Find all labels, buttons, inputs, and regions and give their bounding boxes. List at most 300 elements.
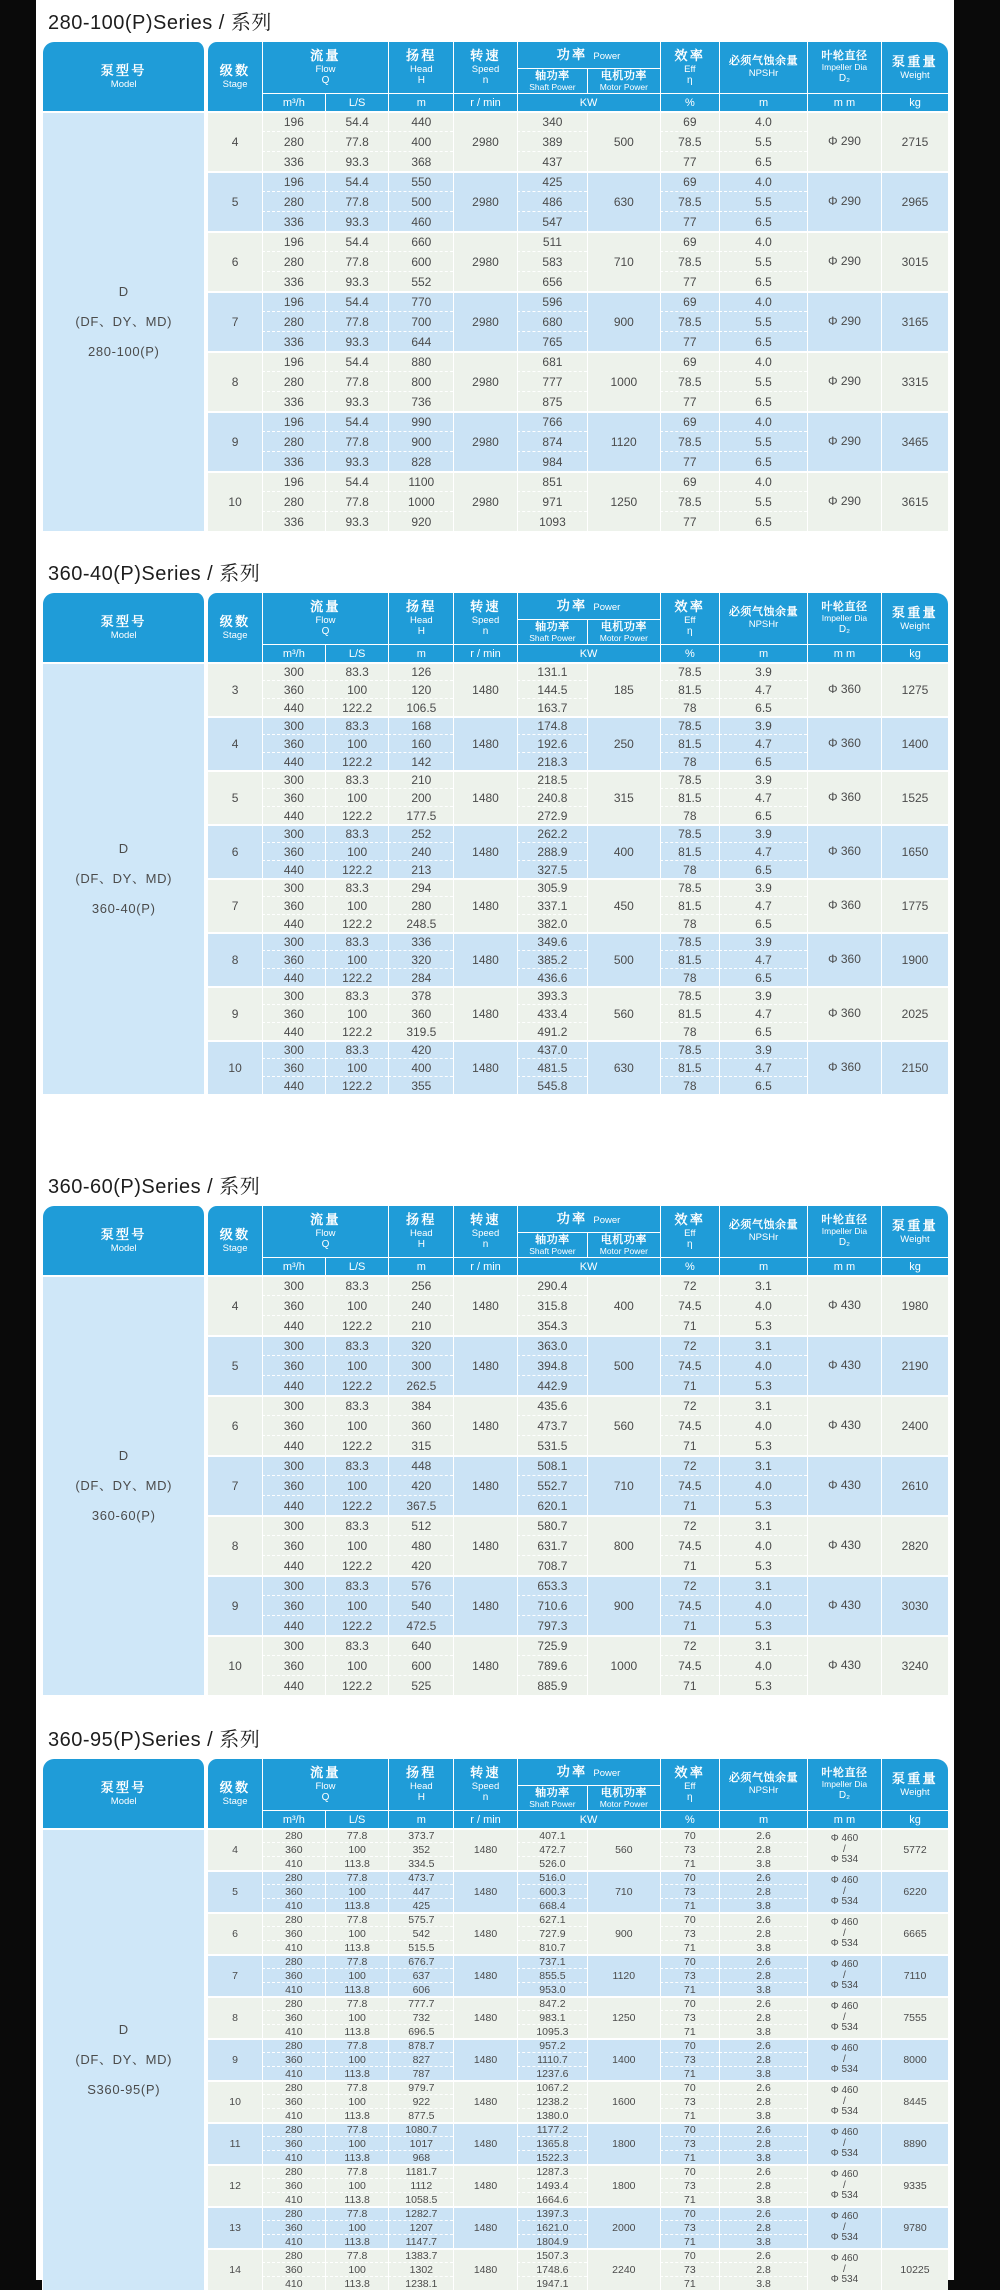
shaft-power-value: 531.5 — [517, 1435, 588, 1455]
npshr-value: 5.3 — [719, 1615, 807, 1635]
q-value: 410 — [262, 2276, 325, 2290]
head-value: 378 — [388, 986, 453, 1004]
impeller-line-1: Φ 430 — [827, 1538, 861, 1553]
model-line-2: (DF、DY、MD) — [75, 1478, 173, 1494]
npshr-value: 5.3 — [719, 1555, 807, 1575]
speed-value: 1480 — [453, 1515, 516, 1575]
ls-value: 122.2 — [325, 968, 388, 986]
impeller-line-1: Φ 360 — [827, 790, 861, 805]
eff-value: 71 — [660, 2192, 720, 2206]
head-value: 900 — [388, 431, 453, 451]
head-value: 177.5 — [388, 806, 453, 824]
weight-value: 2190 — [881, 1335, 948, 1395]
ls-value: 93.3 — [325, 211, 388, 231]
npshr-value: 3.9 — [719, 716, 807, 734]
eff-value: 74.5 — [660, 1475, 720, 1495]
eff-value: 81.5 — [660, 842, 720, 860]
power-header — [517, 41, 660, 68]
npshr-value: 3.8 — [719, 2276, 807, 2290]
ls-value: 77.8 — [325, 491, 388, 511]
eff-value: 72 — [660, 1455, 720, 1475]
npshr-value: 3.9 — [719, 878, 807, 896]
shaft-power-header — [517, 1232, 588, 1257]
motor-power-value: 710 — [587, 231, 659, 291]
head-value: 979.7 — [388, 2080, 453, 2094]
head-value: 880 — [388, 351, 453, 371]
npshr-value: 6.5 — [719, 1022, 807, 1040]
shaft-power-value: 1493.4 — [517, 2178, 588, 2192]
impeller-header — [807, 1205, 881, 1257]
npshr-value: 2.6 — [719, 2038, 807, 2052]
shaft-power-value: 486 — [517, 191, 588, 211]
motor-power-header — [587, 619, 659, 644]
flow-label-zh: 流量 — [310, 1764, 341, 1780]
speed-header — [453, 1758, 516, 1810]
head-value: 827 — [388, 2052, 453, 2066]
motor-power-label-en: Motor Power — [599, 632, 648, 643]
shaft-power-value: 765 — [517, 331, 588, 351]
speed-value: 2980 — [453, 351, 516, 411]
stage-value: 7 — [207, 1954, 261, 1996]
ls-value: 54.4 — [325, 471, 388, 491]
impeller-line-1: Φ 460 — [830, 2253, 859, 2265]
speed-value: 1480 — [453, 1575, 516, 1635]
eff-value: 74.5 — [660, 1535, 720, 1555]
eff-value: 81.5 — [660, 680, 720, 698]
ls-value: 113.8 — [325, 2024, 388, 2038]
series-section-1 — [42, 2, 948, 531]
npshr-value: 4.0 — [719, 231, 807, 251]
impeller-label-zh: 叶轮直径 — [821, 601, 868, 614]
weight-header — [881, 592, 948, 644]
ls-value: 100 — [325, 2136, 388, 2150]
weight-value: 1775 — [881, 878, 948, 932]
shaft-power-value: 547 — [517, 211, 588, 231]
npshr-value: 4.7 — [719, 734, 807, 752]
impeller-line-1: Φ 290 — [827, 254, 861, 269]
impeller-line-3: Φ 534 — [830, 2064, 859, 2076]
ls-value: 100 — [325, 1415, 388, 1435]
impeller-dia-value — [807, 291, 881, 351]
npshr-value: 4.0 — [719, 1595, 807, 1615]
npshr-value: 3.9 — [719, 770, 807, 788]
eff-value: 71 — [660, 1675, 720, 1695]
shaft-power-value: 1748.6 — [517, 2262, 588, 2276]
npshr-value: 3.1 — [719, 1515, 807, 1535]
impeller-label-zh: 叶轮直径 — [821, 50, 868, 63]
speed-label-zh: 转速 — [470, 1764, 501, 1780]
impeller-dia-value — [807, 231, 881, 291]
head-value: 1207 — [388, 2220, 453, 2234]
head-label-en: Head — [409, 63, 433, 75]
impeller-dia-value — [807, 1870, 881, 1912]
head-value: 542 — [388, 1926, 453, 1940]
q-value: 280 — [262, 191, 325, 211]
shaft-power-value: 971 — [517, 491, 588, 511]
stage-label-en: Stage — [222, 78, 248, 90]
eff-value: 71 — [660, 2150, 720, 2164]
series-title: 360-60(P)Series / 系列 — [48, 1176, 261, 1198]
ls-value: 100 — [325, 2220, 388, 2234]
eff-value: 72 — [660, 1335, 720, 1355]
q-value: 360 — [262, 1655, 325, 1675]
eff-value: 78.5 — [660, 491, 720, 511]
eff-value: 71 — [660, 1315, 720, 1335]
eff-value: 78.5 — [660, 878, 720, 896]
stage-value: 8 — [207, 1996, 261, 2038]
eff-value: 71 — [660, 2066, 720, 2080]
eff-value: 77 — [660, 211, 720, 231]
shaft-power-value: 953.0 — [517, 1982, 588, 1996]
speed-value: 1480 — [453, 1275, 516, 1335]
flow-unit-m3h: m³/h — [262, 1810, 325, 1828]
shaft-power-value: 596 — [517, 291, 588, 311]
eff-value: 78.5 — [660, 431, 720, 451]
speed-value: 1480 — [453, 1335, 516, 1395]
ls-value: 83.3 — [325, 662, 388, 680]
impeller-line-2: / — [843, 2011, 846, 2023]
weight-unit: kg — [881, 644, 948, 662]
motor-power-value: 1800 — [587, 2122, 659, 2164]
motor-power-value: 400 — [587, 1275, 659, 1335]
stage-value: 5 — [207, 171, 261, 231]
header-row-groups — [42, 41, 948, 68]
eff-label-en: Eff — [684, 1780, 696, 1792]
npshr-value: 2.8 — [719, 1884, 807, 1898]
q-value: 440 — [262, 752, 325, 770]
impeller-dia-value — [807, 986, 881, 1040]
q-value: 360 — [262, 1004, 325, 1022]
npshr-unit: m — [719, 93, 807, 111]
weight-label-zh: 泵重量 — [891, 604, 939, 620]
q-value: 280 — [262, 2248, 325, 2262]
shaft-power-value: 442.9 — [517, 1375, 588, 1395]
npshr-unit: m — [719, 1810, 807, 1828]
impeller-line-1: Φ 460 — [830, 1959, 859, 1971]
eff-value: 73 — [660, 1884, 720, 1898]
weight-unit: kg — [881, 1257, 948, 1275]
q-value: 360 — [262, 1842, 325, 1856]
shaft-power-value: 600.3 — [517, 1884, 588, 1898]
power-unit: KW — [517, 644, 660, 662]
head-value: 777.7 — [388, 1996, 453, 2010]
head-value: 360 — [388, 1415, 453, 1435]
head-value: 828 — [388, 451, 453, 471]
shaft-power-value: 337.1 — [517, 896, 588, 914]
series-section-2 — [42, 553, 948, 1094]
speed-value: 1480 — [453, 986, 516, 1040]
ls-value: 100 — [325, 1926, 388, 1940]
shaft-power-value: 218.5 — [517, 770, 588, 788]
weight-value: 6665 — [881, 1912, 948, 1954]
shaft-power-value: 847.2 — [517, 1996, 588, 2010]
weight-value: 3240 — [881, 1635, 948, 1695]
stage-label-en: Stage — [222, 629, 248, 641]
ls-value: 77.8 — [325, 2038, 388, 2052]
model-cell — [42, 111, 207, 531]
head-value: 319.5 — [388, 1022, 453, 1040]
head-value: 240 — [388, 842, 453, 860]
eff-value: 70 — [660, 1870, 720, 1884]
impeller-label-zh: 叶轮直径 — [821, 1214, 868, 1227]
head-value: 1282.7 — [388, 2206, 453, 2220]
impeller-label-en: Impeller Dia — [821, 1226, 868, 1237]
stage-label-zh: 级数 — [219, 1226, 251, 1242]
head-value: 360 — [388, 1004, 453, 1022]
table-body — [42, 662, 948, 1094]
ls-value: 77.8 — [325, 311, 388, 331]
shaft-power-label-zh: 轴功率 — [535, 1233, 570, 1246]
stage-value: 10 — [207, 1040, 261, 1094]
impeller-label-zh: 叶轮直径 — [821, 1767, 868, 1780]
motor-power-value: 1000 — [587, 1635, 659, 1695]
head-value: 473.7 — [388, 1870, 453, 1884]
motor-power-value: 1120 — [587, 411, 659, 471]
motor-power-value: 185 — [587, 662, 659, 716]
shaft-power-value: 1804.9 — [517, 2234, 588, 2248]
ls-value: 122.2 — [325, 860, 388, 878]
shaft-power-value: 433.4 — [517, 1004, 588, 1022]
npshr-value: 5.3 — [719, 1675, 807, 1695]
head-value: 1181.7 — [388, 2164, 453, 2178]
power-label-en: Power — [593, 1214, 621, 1226]
speed-value: 1480 — [453, 932, 516, 986]
head-header — [388, 1205, 453, 1257]
ls-value: 122.2 — [325, 1615, 388, 1635]
eff-value: 70 — [660, 2122, 720, 2136]
head-value: 732 — [388, 2010, 453, 2024]
npshr-value: 6.5 — [719, 968, 807, 986]
npshr-value: 3.9 — [719, 932, 807, 950]
stage-label-zh: 级数 — [219, 613, 251, 629]
shaft-power-value: 1664.6 — [517, 2192, 588, 2206]
q-value: 280 — [262, 1912, 325, 1926]
eff-label-en: Eff — [684, 1227, 696, 1239]
head-value: 877.5 — [388, 2108, 453, 2122]
power-label: 功率 Power — [556, 1210, 621, 1226]
stage-value: 13 — [207, 2206, 261, 2248]
q-value: 280 — [262, 131, 325, 151]
speed-label-en: Speed — [471, 614, 500, 626]
spec-table — [42, 41, 948, 531]
model-line-2: (DF、DY、MD) — [75, 314, 173, 330]
model-header — [42, 41, 207, 111]
q-value: 360 — [262, 2052, 325, 2066]
stage-label-zh: 级数 — [219, 1779, 251, 1795]
eff-value: 71 — [660, 1375, 720, 1395]
eff-value: 72 — [660, 1275, 720, 1295]
impeller-line-1: Φ 460 — [830, 2211, 859, 2223]
speed-value: 2980 — [453, 231, 516, 291]
eff-label-zh: 效率 — [674, 598, 706, 614]
ls-value: 93.3 — [325, 511, 388, 531]
q-value: 300 — [262, 932, 325, 950]
shaft-power-value: 708.7 — [517, 1555, 588, 1575]
model-line-1: D — [118, 841, 129, 857]
motor-power-header — [587, 68, 659, 93]
shaft-power-value: 389 — [517, 131, 588, 151]
ls-value: 100 — [325, 1475, 388, 1495]
head-header — [388, 41, 453, 93]
shaft-power-value: 262.2 — [517, 824, 588, 842]
motor-power-value: 800 — [587, 1515, 659, 1575]
q-value: 280 — [262, 2080, 325, 2094]
q-value: 360 — [262, 1355, 325, 1375]
ls-value: 93.3 — [325, 151, 388, 171]
speed-symbol: n — [482, 1239, 489, 1251]
npshr-label-en: NPSHr — [748, 1232, 779, 1244]
q-value: 410 — [262, 2192, 325, 2206]
motor-power-value: 250 — [587, 716, 659, 770]
npshr-value: 4.0 — [719, 171, 807, 191]
model-label-zh: 泵型号 — [100, 1779, 147, 1795]
q-value: 336 — [262, 151, 325, 171]
head-value: 550 — [388, 171, 453, 191]
weight-value: 6220 — [881, 1870, 948, 1912]
model-label-en: Model — [110, 78, 137, 90]
q-value: 300 — [262, 1455, 325, 1475]
stage-value: 6 — [207, 824, 261, 878]
head-value: 120 — [388, 680, 453, 698]
ls-value: 54.4 — [325, 171, 388, 191]
eff-header — [660, 592, 720, 644]
weight-value: 5772 — [881, 1828, 948, 1870]
eff-value: 71 — [660, 1856, 720, 1870]
head-symbol: H — [417, 626, 425, 638]
impeller-line-2: / — [843, 2179, 846, 2191]
ls-value: 77.8 — [325, 1870, 388, 1884]
weight-header — [881, 41, 948, 93]
flow-label-en: Flow — [315, 1780, 336, 1792]
eff-value: 70 — [660, 1954, 720, 1968]
npshr-value: 3.8 — [719, 1982, 807, 1996]
impeller-line-1: Φ 360 — [827, 1006, 861, 1021]
weight-label-en: Weight — [900, 1786, 930, 1798]
ls-value: 77.8 — [325, 2164, 388, 2178]
document-page — [36, 0, 954, 2290]
eff-value: 73 — [660, 2136, 720, 2150]
eff-value: 70 — [660, 1996, 720, 2010]
stage-label-en: Stage — [222, 1242, 248, 1254]
eff-value: 73 — [660, 2178, 720, 2192]
eff-value: 78.5 — [660, 191, 720, 211]
shaft-power-value: 354.3 — [517, 1315, 588, 1335]
data-row — [42, 111, 948, 131]
shaft-power-value: 681 — [517, 351, 588, 371]
npshr-value: 3.1 — [719, 1335, 807, 1355]
speed-label-en: Speed — [471, 1227, 500, 1239]
weight-value: 8890 — [881, 2122, 948, 2164]
weight-value: 7555 — [881, 1996, 948, 2038]
eff-value: 78.5 — [660, 986, 720, 1004]
q-value: 280 — [262, 2206, 325, 2220]
model-header — [42, 1758, 207, 1828]
eff-value: 78.5 — [660, 824, 720, 842]
head-unit: m — [388, 1257, 453, 1275]
npshr-value: 4.0 — [719, 1295, 807, 1315]
shaft-power-value: 620.1 — [517, 1495, 588, 1515]
ls-value: 100 — [325, 680, 388, 698]
power-unit: KW — [517, 1257, 660, 1275]
head-label-zh: 扬程 — [405, 598, 437, 614]
eff-header — [660, 1758, 720, 1810]
model-label-zh: 泵型号 — [100, 62, 147, 78]
power-header — [517, 592, 660, 619]
eff-value: 74.5 — [660, 1355, 720, 1375]
eff-value: 73 — [660, 2220, 720, 2234]
weight-value: 2610 — [881, 1455, 948, 1515]
eff-label-zh: 效率 — [674, 1211, 706, 1227]
shaft-power-value: 957.2 — [517, 2038, 588, 2052]
eff-value: 72 — [660, 1575, 720, 1595]
shaft-power-value: 174.8 — [517, 716, 588, 734]
eff-value: 78 — [660, 806, 720, 824]
impeller-line-3: Φ 534 — [830, 2106, 859, 2118]
weight-value: 1400 — [881, 716, 948, 770]
head-label-zh: 扬程 — [405, 1211, 437, 1227]
table-body — [42, 1275, 948, 1695]
eff-value: 71 — [660, 2276, 720, 2290]
impeller-dia-value — [807, 770, 881, 824]
q-value: 440 — [262, 968, 325, 986]
eff-unit: % — [660, 1810, 720, 1828]
npshr-value: 2.6 — [719, 2122, 807, 2136]
speed-value: 1480 — [453, 2038, 516, 2080]
npshr-header — [719, 1758, 807, 1810]
npshr-value: 4.0 — [719, 1475, 807, 1495]
npshr-value: 3.8 — [719, 2024, 807, 2038]
ls-value: 122.2 — [325, 1375, 388, 1395]
ls-value: 83.3 — [325, 716, 388, 734]
npshr-value: 4.7 — [719, 680, 807, 698]
npshr-value: 2.6 — [719, 1954, 807, 1968]
q-value: 410 — [262, 1898, 325, 1912]
npshr-value: 3.1 — [719, 1395, 807, 1415]
head-value: 420 — [388, 1555, 453, 1575]
shaft-power-value: 272.9 — [517, 806, 588, 824]
shaft-power-header — [517, 619, 588, 644]
motor-power-value: 630 — [587, 1040, 659, 1094]
power-label: 功率 Power — [556, 1763, 621, 1779]
q-value: 360 — [262, 1535, 325, 1555]
impeller-line-1: Φ 290 — [827, 134, 861, 149]
q-value: 336 — [262, 451, 325, 471]
eff-value: 69 — [660, 171, 720, 191]
eff-value: 73 — [660, 1842, 720, 1856]
motor-power-value: 1400 — [587, 2038, 659, 2080]
shaft-power-value: 1287.3 — [517, 2164, 588, 2178]
eff-value: 70 — [660, 1912, 720, 1926]
npshr-value: 2.8 — [719, 1968, 807, 1982]
model-line-3: 360-60(P) — [91, 1507, 156, 1523]
shaft-power-value: 437 — [517, 151, 588, 171]
shaft-power-value: 340 — [517, 111, 588, 131]
speed-unit: r / min — [453, 1257, 516, 1275]
head-value: 1238.1 — [388, 2276, 453, 2290]
ls-value: 113.8 — [325, 1898, 388, 1912]
head-value: 252 — [388, 824, 453, 842]
table-body — [42, 111, 948, 531]
q-value: 300 — [262, 1335, 325, 1355]
impeller-line-1: Φ 360 — [827, 1060, 861, 1075]
eff-symbol: η — [687, 626, 693, 638]
q-value: 410 — [262, 1856, 325, 1870]
shaft-power-value: 192.6 — [517, 734, 588, 752]
stage-label-zh: 级数 — [219, 62, 251, 78]
motor-power-value: 560 — [587, 986, 659, 1040]
npshr-value: 6.5 — [719, 391, 807, 411]
shaft-power-value: 290.4 — [517, 1275, 588, 1295]
